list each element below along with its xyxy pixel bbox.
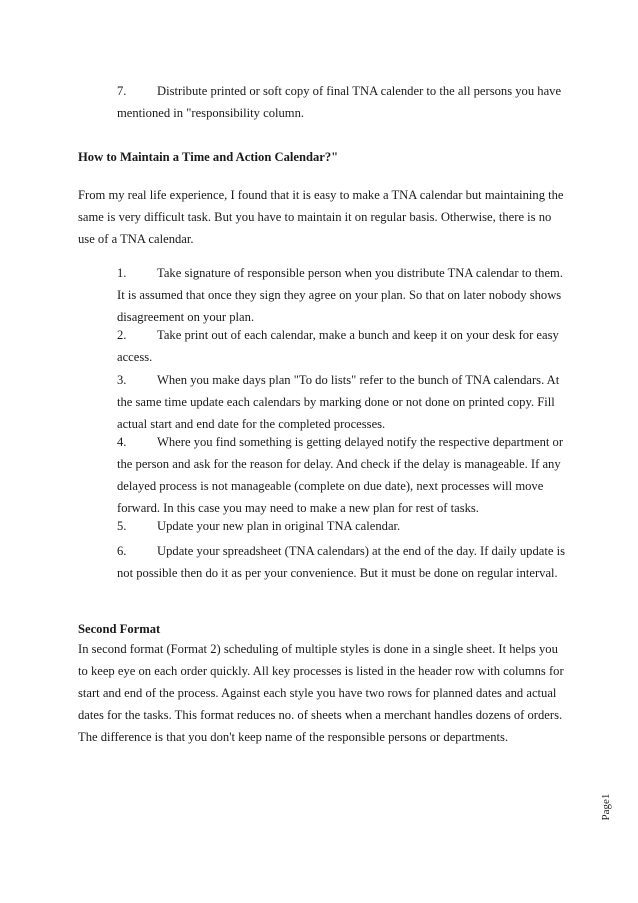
list-item-number: 2. xyxy=(117,328,127,342)
list-item-number: 6. xyxy=(117,544,127,558)
page-number xyxy=(594,790,614,830)
list-item-text: Take print out of each calendar, make a bunch and keep it on your desk for easy access. xyxy=(117,328,559,364)
list-item-text: Take signature of responsible person when you distribute TNA calendar to them. It is assumed that once they sign they agree on your plan. So that on later nobody shows disagreement on your plan. xyxy=(117,266,563,324)
list-item-3 xyxy=(117,369,567,435)
list-item-number: 1. xyxy=(117,266,127,280)
page-number-label: Page1 xyxy=(600,793,612,821)
list-item-5 xyxy=(117,515,567,537)
section-heading-second-format: Second Format xyxy=(78,622,161,636)
section-body-paragraph: In second format (Format 2) scheduling of multiple styles is done in a single sheet. It helps you to keep eye on each order quickly. All key processes is listed in the header row with columns for start and end of the process. Against each style you have two rows for planned dates and actual dates for the tasks. This format reduces no. of sheets when a merchant handles dozens of orders. The difference is that you don't keep name of the responsible persons or departments. xyxy=(78,642,564,744)
list-item-text: Where you find something is getting delayed notify the respective department or the person and ask for the reason for delay. And check if the delay is manageable. If any delayed process is not manageable (complete on due date), next processes will move forward. In this case you may need to make a new plan for rest of tasks. xyxy=(117,435,564,515)
list-item-4 xyxy=(117,431,567,519)
list-item-1 xyxy=(117,262,567,328)
list-item-7 xyxy=(117,80,567,124)
section-heading-maintain: How to Maintain a Time and Action Calendar?" xyxy=(78,150,339,164)
list-item-number: 7. xyxy=(117,84,127,98)
list-item-text: Update your spreadsheet (TNA calendars) at the end of the day. If daily update is not possible then do it as per your convenience. But it must be done on regular interval. xyxy=(117,544,565,580)
list-item-number: 5. xyxy=(117,519,127,533)
list-item-6 xyxy=(117,540,567,584)
list-item-text: Distribute printed or soft copy of final TNA calender to the all persons you have mentioned in "responsibility column. xyxy=(117,84,562,120)
list-item-2 xyxy=(117,324,567,368)
list-item-text: When you make days plan "To do lists" refer to the bunch of TNA calendars. At the same time update each calendars by marking done or not done on printed copy. Fill actual start and end date for the completed processes. xyxy=(117,373,560,431)
section-intro-paragraph: From my real life experience, I found that it is easy to make a TNA calendar but maintaining the same is very difficult task. But you have to maintain it on regular basis. Otherwise, there is no use of a TNA calendar. xyxy=(78,188,564,246)
list-item-text: Update your new plan in original TNA calendar. xyxy=(157,519,401,533)
list-item-number: 4. xyxy=(117,435,127,449)
list-item-number: 3. xyxy=(117,373,127,387)
